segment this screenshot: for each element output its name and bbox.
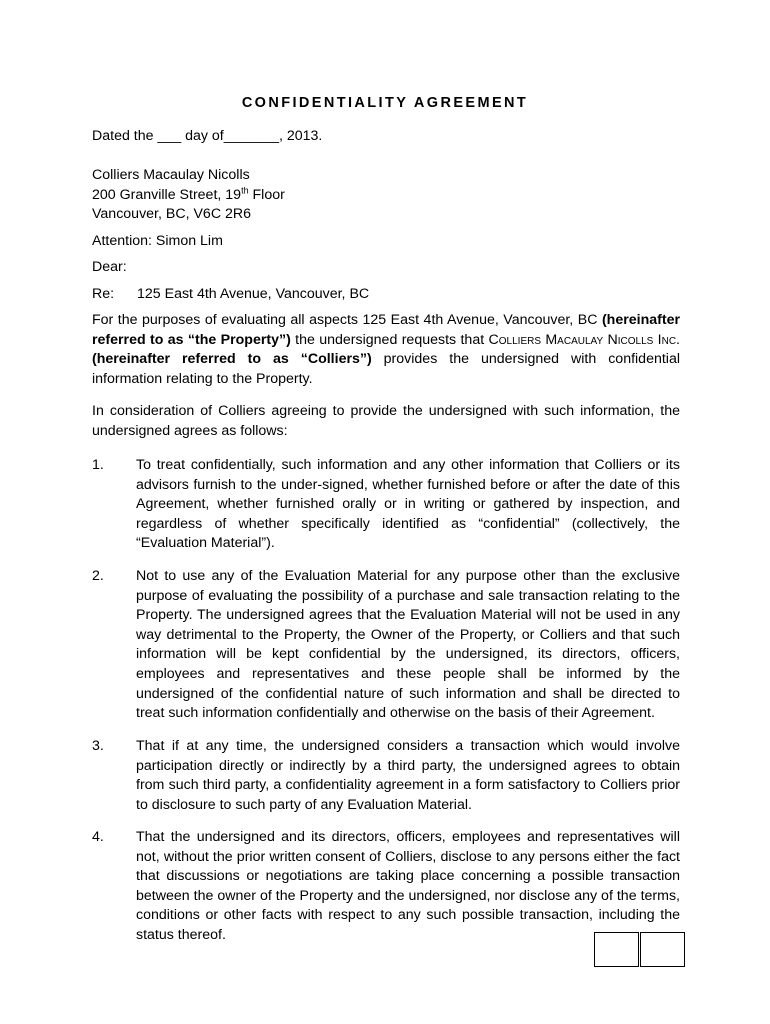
item-text: That if at any time, the undersigned considers a transaction which would involve participation directly or indirectly by a third party, the undersigned agrees to obtain from such third party, a confidentiality agreement in a form satisfactory to Colliers prior to disclosure to such party of any Evaluation Material. — [136, 738, 680, 813]
intro-text-2: the undersigned requests that — [290, 331, 489, 348]
floor-ordinal-suffix: th — [241, 184, 249, 195]
re-label: Re: — [92, 286, 115, 302]
address-line-2 — [92, 186, 680, 206]
colliers-definition: (hereinafter referred to as “Colliers”) — [92, 351, 372, 368]
re-subject: 125 East 4th Avenue, Vancouver, BC — [137, 286, 370, 302]
list-item — [92, 828, 680, 946]
address-street: 200 Granville Street, 19 — [92, 186, 242, 203]
recipient-address — [92, 166, 680, 225]
item-number: 2. — [92, 568, 104, 584]
item-number: 3. — [92, 738, 104, 754]
address-line-3: Vancouver, BC, V6C 2R6 — [92, 206, 252, 223]
item-text: To treat confidentially, such information and any other information that Colliers or its advisors furnish to the under-signed, whether furnished before or after the date of this Agreement, whether furnished orally or in writing or gathered by inspection, and regardless of whether specifically identified as “confidential” (collectively, the “Evaluation Material”). — [136, 457, 680, 552]
dated-line: Dated the ___ day of_______, 2013. — [92, 128, 323, 144]
item-number: 1. — [92, 457, 104, 473]
list-item — [92, 456, 680, 554]
item-text: Not to use any of the Evaluation Material for any purpose other than the exclusive purpose of evaluating the possibility of a purchase and sale transaction relating to the Property. The undersigned agrees that the Evaluation Material will not be used in any way detrimental to the Property, the Owner of the Property, or Colliers and that such information will be kept confidential by the undersigned, its directors, officers, employees and representatives and these people shall be informed by the undersigned of the confidential nature of such information and shall be directed to treat such information confidentially and otherwise on the basis of their Agreement. — [136, 568, 680, 722]
intro-text-4: provides the undersigned with confidential information relating to the Property. — [92, 351, 680, 387]
address-line-1: Colliers Macaulay Nicolls — [92, 167, 250, 183]
initials-box-2[interactable] — [640, 932, 685, 967]
list-item — [92, 567, 680, 724]
re-line — [92, 285, 680, 305]
property-definition: (hereinafter referred to as “the Property”) — [92, 312, 680, 348]
item-number: 4. — [92, 829, 104, 845]
list-item — [92, 737, 680, 815]
intro-text-1: For the purposes of evaluating all aspects 125 East 4th Avenue, Vancouver, BC — [92, 312, 602, 328]
salutation: Dear: — [92, 259, 127, 275]
address-floor: Floor — [248, 186, 285, 203]
initials-box-1[interactable] — [594, 932, 639, 967]
initials-boxes — [594, 932, 686, 968]
document-title: CONFIDENTIALITY AGREEMENT — [241, 95, 529, 111]
item-text: That the undersigned and its directors, officers, employees and representatives will not, without the prior written consent of Colliers, disclose to any persons either the fact that discussions or negotiations are taking place concerning a possible transaction between the owner of the Property and the undersigned, nor disclose any of the terms, conditions or other facts with respect to any such possible transaction, including the status thereof. — [136, 829, 680, 943]
attention-line: Attention: Simon Lim — [92, 233, 223, 249]
consideration-paragraph: In consideration of Colliers agreeing to provide the undersigned with such information, the undersigned agrees as follows: — [92, 403, 680, 439]
company-name: Colliers Macaulay Nicolls Inc. — [488, 331, 680, 348]
intro-paragraph — [92, 311, 680, 389]
